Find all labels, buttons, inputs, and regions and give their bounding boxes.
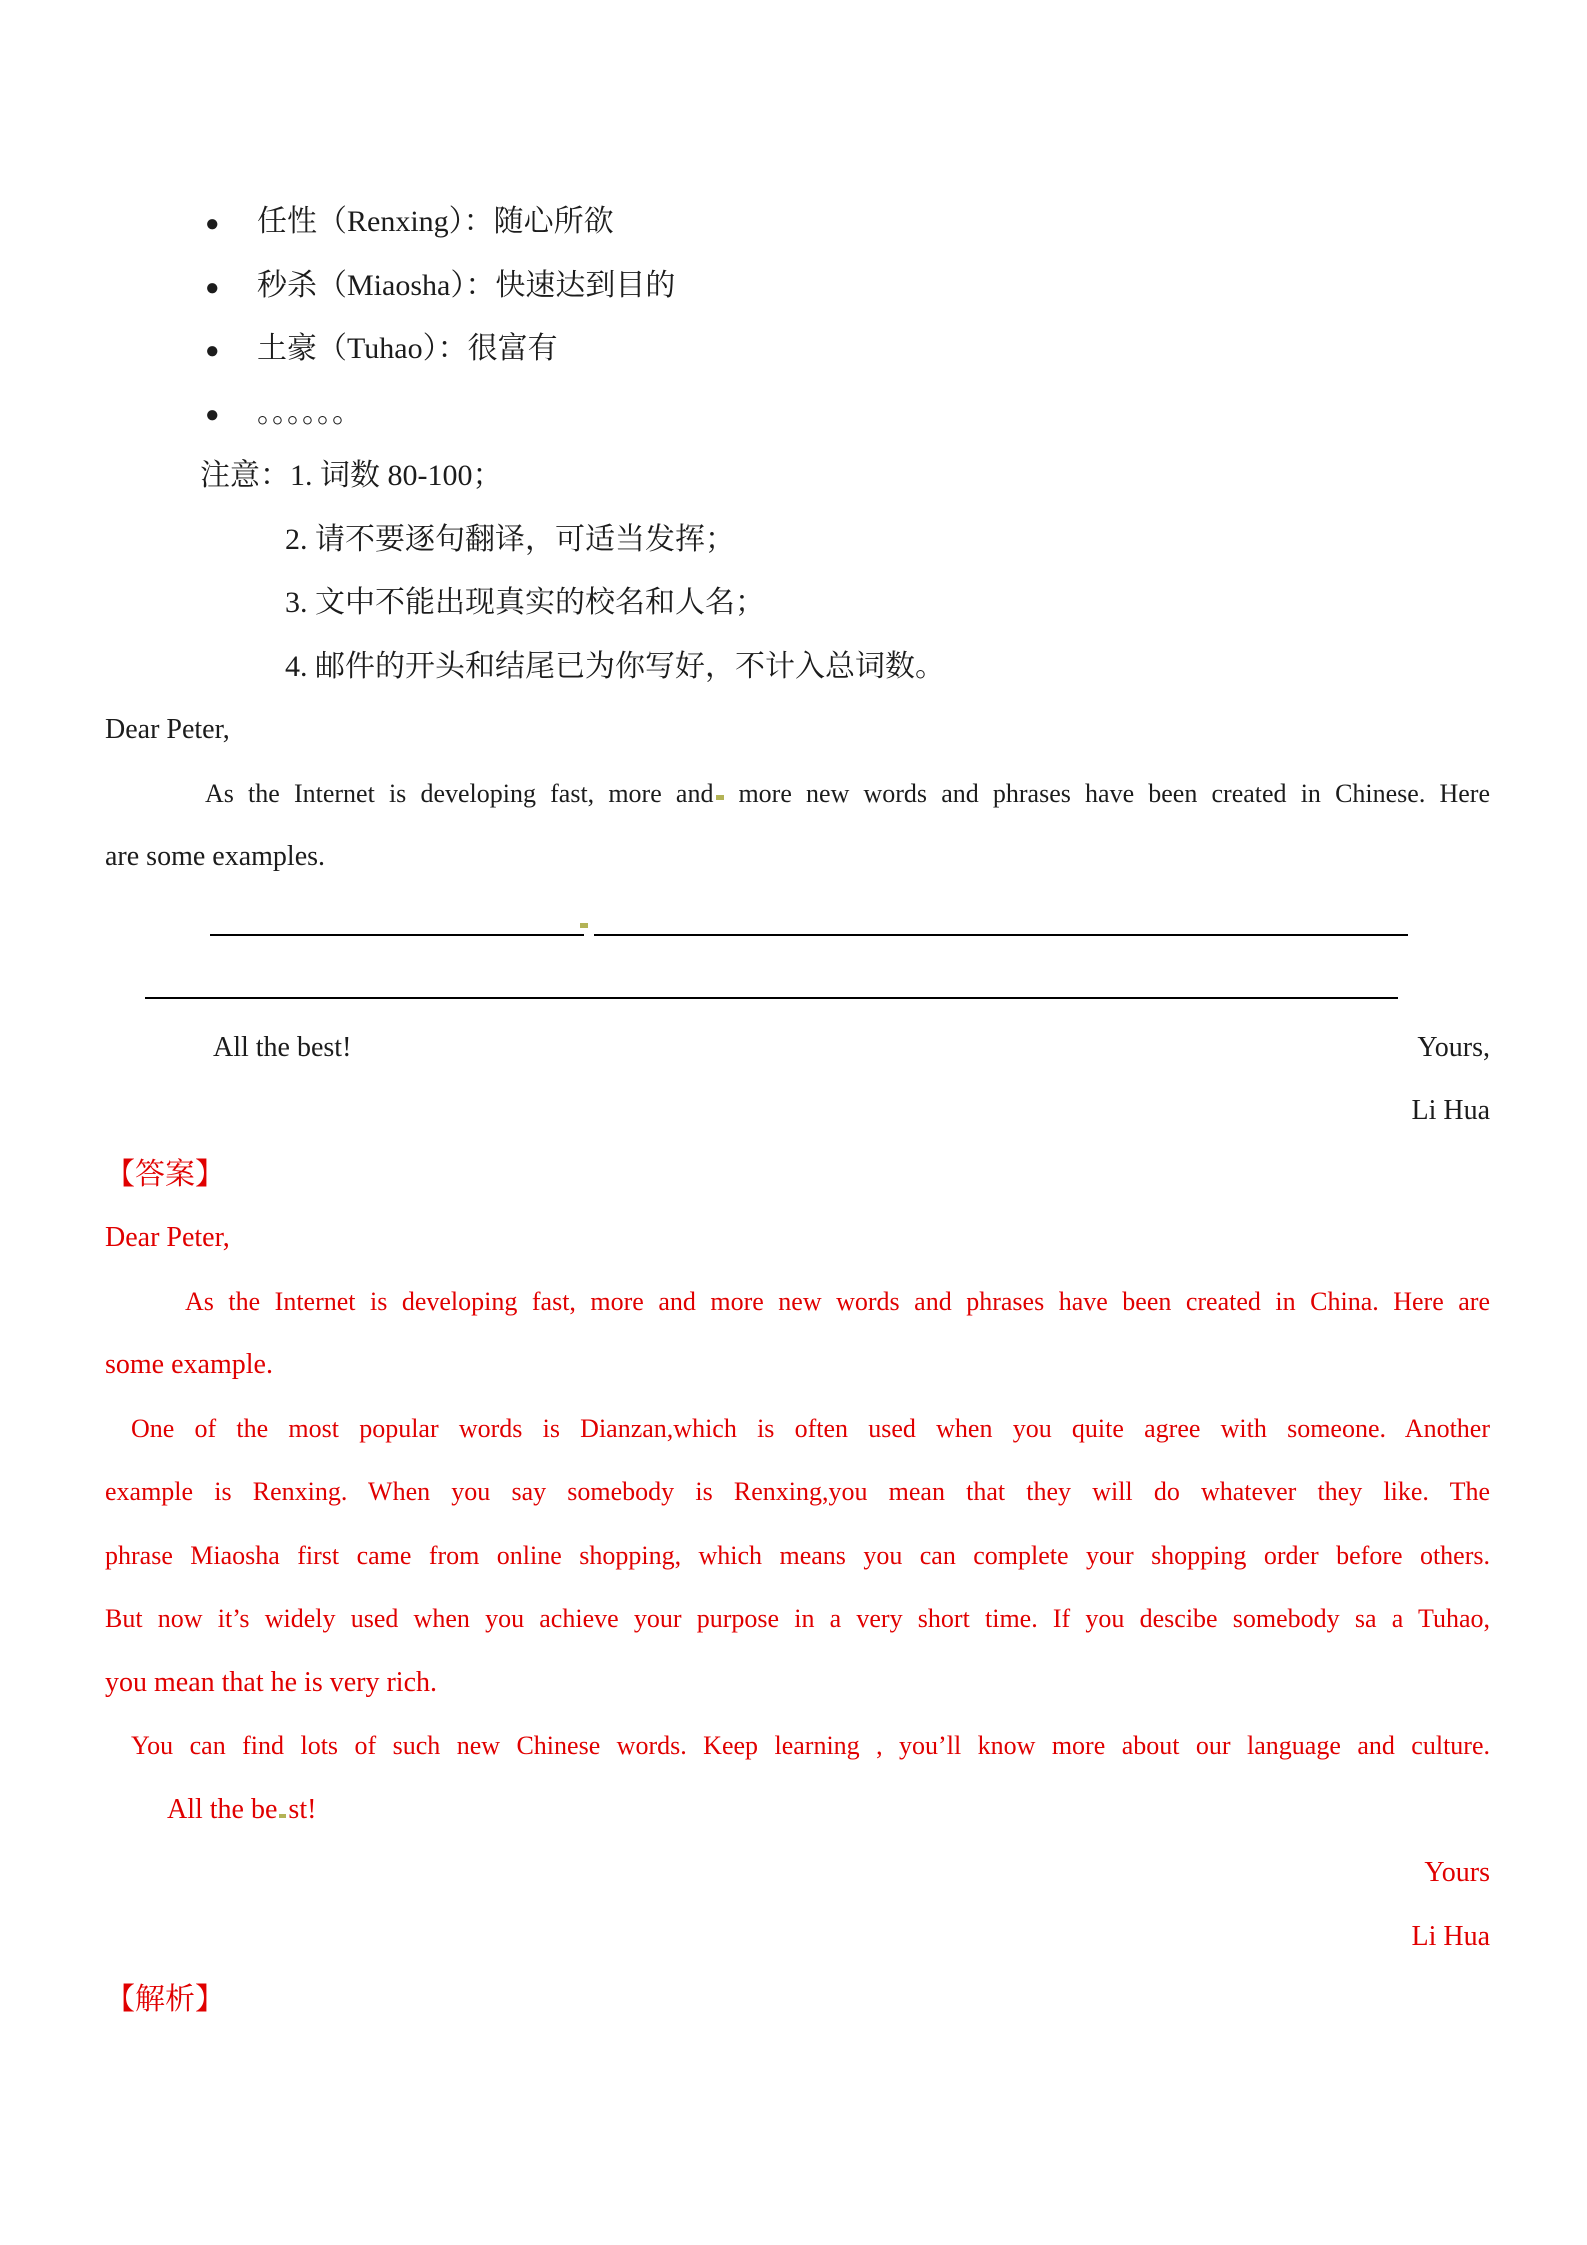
answer-closing [105,1778,1490,1842]
letter-closing-row [105,1016,1490,1080]
letter-body-line-1 [105,762,1490,826]
answer-closing-pre: All the be [167,1793,278,1825]
blank-line-gap [584,889,594,936]
stray-mark-icon [716,795,724,800]
answer-body-line-6: You can find lots of such new Chinese words. Keep learning , you’ll know more about our language and culture. [131,1731,1490,1760]
document-content [105,190,1490,2032]
bullet-icon: ● [205,211,220,237]
bullet-icon: ● [205,338,220,364]
letter-signature: Li Hua [1411,1095,1490,1126]
answer-body-line-4: But now it’s widely used when you achieve your purpose in a very short time. If you descibe somebody sa a Tuhao, [105,1604,1490,1633]
note-item-4: 4. 邮件的开头和结尾已为你写好，不计入总词数。 [285,649,945,683]
bullet-text: 土豪（Tuhao）：很富有 [257,332,558,365]
answer-body-line-1: One of the most popular words is Dianzan,which is often used when you quite agree with someone. Another [131,1413,1490,1443]
letter-body-line-1-pre: As the Internet is developing fast, more and [205,778,714,808]
answer-signoff: Yours [1424,1857,1490,1888]
letter-body-line-1-post: more new words and phrases have been created in Chinese. Here [738,778,1490,808]
answer-para1-line-1: As the Internet is developing fast, more and more new words and phrases have been created in China. Here are [185,1286,1490,1316]
letter-closing: All the best! [213,1031,352,1063]
answer-body-line-3: phrase Miaosha first came from online shopping, which means you can complete your shopping order before others. [105,1540,1490,1570]
answer-signature: Li Hua [1411,1920,1490,1952]
answer-salutation: Dear Peter, [105,1222,230,1253]
notes-heading [105,444,1490,508]
stray-mark-icon [580,923,588,928]
bullet-icon: ● [205,274,220,301]
answer-blank-row-1 [105,889,1490,953]
stray-mark-icon [279,1814,286,1818]
bullet-text: 。。。。。。 [257,395,362,429]
bullet-item [105,317,1490,381]
bullet-item [105,190,1490,254]
note-item-1: 1. 词数 80-100； [290,459,503,492]
analysis-header: 【解析】 [105,1983,225,2016]
answer-closing-post: st! [288,1793,317,1825]
blank-line-segment [210,889,584,936]
letter-signoff: Yours, [1417,1031,1490,1063]
bullet-item [105,254,1490,318]
answer-body-line-5: you mean that he is very rich. [105,1666,438,1698]
note-item-3: 3. 文中不能出现真实的校名和人名； [285,586,765,619]
answer-para1-line-2: some example. [105,1349,273,1380]
letter-salutation: Dear Peter, [105,714,230,745]
bullet-icon: ● [205,401,220,428]
answer-blank-line-1 [210,889,1408,936]
answer-blank-row-2 [105,952,1490,1016]
bullet-text: 任性（Renxing）：随心所欲 [257,205,614,238]
blank-line-segment [594,889,1408,936]
letter-body-line-2: are some examples. [105,841,326,872]
notes-label: 注意： [200,459,290,492]
note-item-2: 2. 请不要逐句翻译，可适当发挥； [285,522,735,556]
bullet-item [105,381,1490,445]
answer-header: 【答案】 [105,1157,225,1191]
answer-body-line-2: example is Renxing. When you say somebody is Renxing,you mean that they will do whatever they like. The [105,1477,1490,1506]
bullet-text: 秒杀（Miaosha）：快速达到目的 [257,268,676,302]
answer-blank-line-2 [145,952,1398,999]
